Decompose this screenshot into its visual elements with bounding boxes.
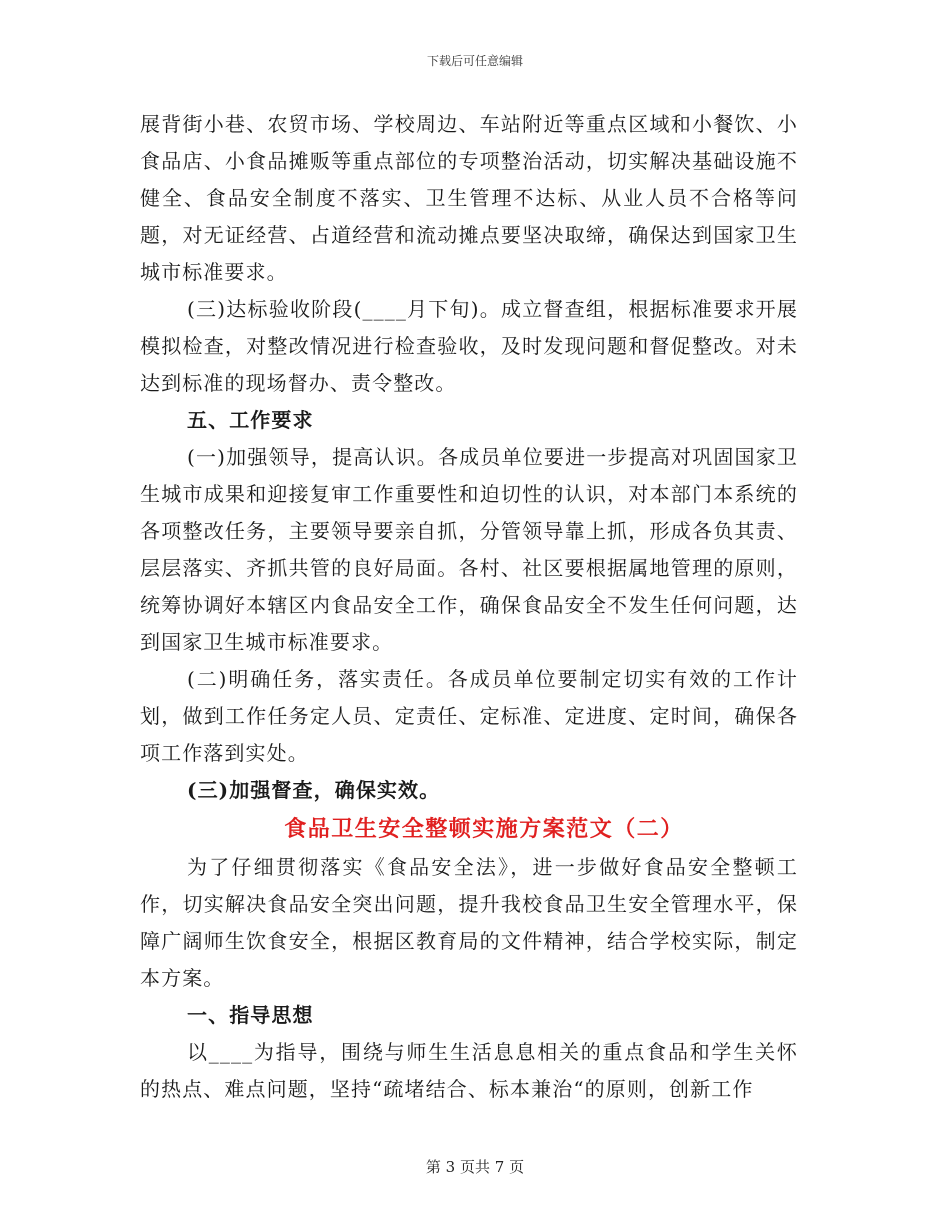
heading-strengthen-supervision: (三)加强督查，确保实效。 [187,778,441,802]
paragraph-strengthen-leadership: (一)加强领导，提高认识。各成员单位要进一步提高对巩固国家卫生城市成果和迎接复审工作重要性和迫切性的认识，对本部门本系统的各项整改任务，主要领导要亲自抓，分管领导靠上抓，形成各负其责、层层落实、齐抓共管的良好局面。各村、社区要根据属地管理的原则，统筹协调好本辖区内食品安全工作，确保食品安全不发生任何问题，达到国家卫生城市标准要求。 [140,445,798,654]
heading-work-requirements: 五、工作要求 [187,408,314,432]
page-footer: 第 3 页共 7 页 [425,1158,525,1176]
section-title-2: 食品卫生安全整顿实施方案范文（二） [284,816,684,842]
paragraph-guiding-ideology: 以____为指导，围绕与师生生活息息相关的重点食品和学生关怀的热点、难点问题，坚持“疏堵结合、标本兼治“的原则，创新工作 [140,1040,798,1101]
paragraph-acceptance-stage: (三)达标验收阶段(____月下旬)。成立督查组，根据标准要求开展模拟检查，对整改情况进行检查验收，及时发现问题和督促整改。对未达到标准的现场督办、责令整改。 [140,297,798,395]
document-body [140,106,798,1108]
page-header: 下载后可任意编辑 [426,54,523,68]
heading-guiding-ideology: 一、指导思想 [187,1003,314,1027]
paragraph-clarify-tasks: (二)明确任务，落实责任。各成员单位要制定切实有效的工作计划，做到工作任务定人员、定责任、定标准、定进度、定时间，确保各项工作落到实处。 [140,667,798,765]
paragraph-intro: 为了仔细贯彻落实《食品安全法》，进一步做好食品安全整顿工作，切实解决食品安全突出问题，提升我校食品卫生安全管理水平，保障广阔师生饮食安全，根据区教育局的文件精神，结合学校实际，制定本方案。 [140,855,798,990]
paragraph-continuation: 展背街小巷、农贸市场、学校周边、车站附近等重点区域和小餐饮、小食品店、小食品摊贩等重点部位的专项整治活动，切实解决基础设施不健全、食品安全制度不落实、卫生管理不达标、从业人员不合格等问题，对无证经营、占道经营和流动摊点要坚决取缔，确保达到国家卫生城市标准要求。 [140,112,798,284]
